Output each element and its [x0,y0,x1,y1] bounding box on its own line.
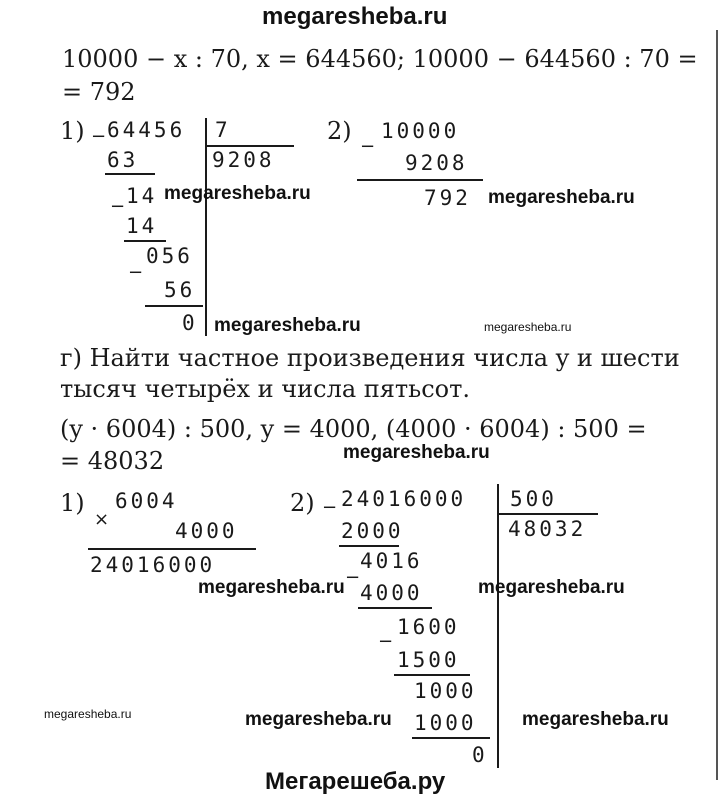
subtrahend-row: 1500 [397,648,460,672]
remainder-row: 1600 [397,615,460,639]
footer-site-title: Мегарешеба.ру [265,768,446,795]
page-edge-line [716,30,718,780]
division-bar-vertical [205,118,207,336]
minus-sign: − [360,136,376,157]
minus-sign: − [345,567,361,588]
divisor: 7 [215,118,231,142]
subtraction-underline [357,179,483,181]
watermark: megaresheba.ru [522,709,669,730]
subtrahend-row: 63 [107,148,139,172]
division-bar-vertical [497,484,499,768]
times-sign: × [94,509,110,530]
subtrahend-row: 1000 [414,711,477,735]
product: 24016000 [90,553,216,577]
subtrahend-row: 4000 [360,581,423,605]
division-underline [124,240,166,242]
final-remainder: 0 [182,311,198,335]
watermark: megaresheba.ru [198,577,345,598]
remainder-row: 4016 [360,549,423,573]
step-label: 2) [290,489,315,517]
minus-sign: − [322,497,338,518]
subtrahend-row: 56 [164,278,196,302]
division-underline [105,173,155,175]
minus-sign: − [91,126,107,147]
quotient: 9208 [212,148,275,172]
watermark: megaresheba.ru [478,577,625,598]
minus-sign: − [128,262,144,283]
subtrahend-row: 2000 [341,519,404,543]
divisor: 500 [510,487,557,511]
remainder-row: 14 [126,184,158,208]
division-bar-horizontal [498,513,598,515]
difference: 792 [424,186,471,210]
final-remainder: 0 [472,743,488,767]
multiplication-underline [88,548,256,550]
remainder-row: 056 [146,244,193,268]
expression-line-2: = 48032 [60,447,165,475]
watermark: megaresheba.ru [484,320,572,334]
header-site-title: megaresheba.ru [262,3,448,30]
equation-line-1: 10000 − x : 70, x = 644560; 10000 − 644560 : 70 = [62,45,698,73]
subtrahend: 9208 [405,151,468,175]
factor-1: 6004 [115,489,178,513]
division-underline [358,607,432,609]
step-label: 1) [60,117,85,145]
remainder-row: 1000 [414,679,477,703]
watermark: megaresheba.ru [488,187,635,208]
step-label: 1) [60,489,85,517]
watermark: megaresheba.ru [343,442,490,463]
division-underline [394,674,470,676]
division-underline [145,305,203,307]
dividend: 24016000 [341,487,467,511]
factor-2: 4000 [175,519,238,543]
division-underline [412,737,490,739]
minus-sign: − [110,196,126,217]
step-label: 2) [327,117,352,145]
expression-line-1: (y · 6004) : 500, y = 4000, (4000 · 6004) : 500 = [60,415,647,443]
equation-line-2: = 792 [62,78,136,106]
minuend: 10000 [381,119,460,143]
minus-sign: − [378,631,394,652]
watermark: megaresheba.ru [44,707,132,721]
task-line-2: тысяч четырёх и числа пятьсот. [60,375,471,403]
subtrahend-row: 14 [126,214,158,238]
division-underline [339,545,399,547]
task-line-1: г) Найти частное произведения числа y и шести [60,344,680,372]
watermark: megaresheba.ru [245,709,392,730]
watermark: megaresheba.ru [214,315,361,336]
watermark: megaresheba.ru [164,183,311,204]
quotient: 48032 [508,517,587,541]
dividend: 64456 [107,118,186,142]
